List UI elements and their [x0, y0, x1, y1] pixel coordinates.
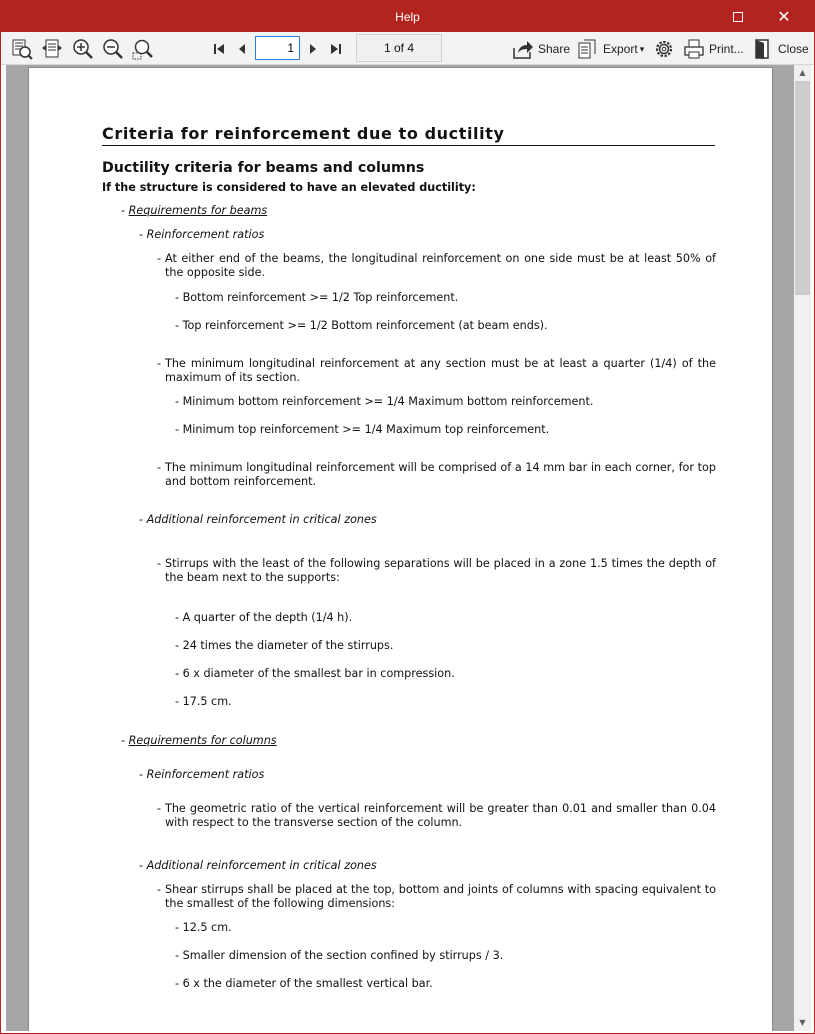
window-title: Help [395, 10, 420, 24]
prev-page-button[interactable] [230, 37, 254, 61]
scrollbar-thumb[interactable] [795, 81, 810, 295]
zoom-in-button[interactable] [71, 37, 95, 61]
last-page-button[interactable] [324, 37, 348, 61]
beams-p3-text: The minimum longitudinal reinforcement will be comprised of a 14 mm bar in each corner, for top and bottom reinforcement. [165, 461, 716, 488]
first-page-icon [208, 38, 230, 60]
beams-p2: - The minimum longitudinal reinforcement at any section must be at least a quarter (1/4) of the maximum of its section. [157, 357, 716, 384]
beams-p4d-text: 17.5 cm. [182, 695, 232, 708]
beams-ratios-item: - Reinforcement ratios [139, 228, 265, 241]
columns-heading: Requirements for columns [128, 734, 277, 747]
fit-width-button[interactable] [40, 37, 64, 61]
beams-p4a-text: A quarter of the depth (1/4 h). [182, 611, 353, 624]
beams-p4c-text: 6 x diameter of the smallest bar in compression. [182, 667, 455, 680]
zoom-area-button[interactable] [131, 37, 155, 61]
gear-icon [653, 38, 675, 60]
columns-p2c: - 6 x the diameter of the smallest vertical bar. [175, 977, 433, 990]
intro-text: If the structure is considered to have an elevated ductility: [102, 181, 476, 194]
columns-critical-heading: Additional reinforcement in critical zones [146, 859, 377, 872]
beams-p4a: - A quarter of the depth (1/4 h). [175, 611, 353, 624]
export-label: Export [603, 42, 638, 56]
columns-ratios-item: - Reinforcement ratios [139, 768, 265, 781]
beams-p2b-text: Minimum top reinforcement >= 1/4 Maximum top reinforcement. [182, 423, 550, 436]
window-close-button[interactable] [761, 1, 807, 32]
page-number-input[interactable]: 1 [255, 36, 300, 60]
fit-width-icon [41, 38, 63, 60]
columns-p2: - Shear stirrups shall be placed at the top, bottom and joints of columns with spacing equivalent to the smallest of the following dimensions: [157, 883, 716, 910]
share-label: Share [538, 42, 571, 56]
vertical-scrollbar[interactable] [794, 65, 811, 1031]
next-page-icon [302, 38, 324, 60]
beams-critical-heading: Additional reinforcement in critical zones [146, 513, 377, 526]
zoom-page-icon [11, 38, 33, 60]
beams-p3: - The minimum longitudinal reinforcement will be comprised of a 14 mm bar in each corner, for top and bottom reinforcement. [157, 461, 716, 488]
columns-ratios-heading: Reinforcement ratios [146, 768, 265, 781]
columns-p1: - The geometric ratio of the vertical reinforcement will be greater than 0.01 and smaller than 0.04 with respect to the transverse section of the column. [157, 802, 716, 829]
maximize-icon [733, 12, 743, 22]
columns-p2-text: Shear stirrups shall be placed at the top, bottom and joints of columns with spacing equivalent to the smallest of the following dimensions: [165, 883, 716, 910]
print-button[interactable] [683, 37, 744, 61]
maximize-button[interactable] [715, 1, 761, 32]
viewer-toolbar [1, 32, 814, 65]
columns-critical-item: - Additional reinforcement in critical zones [139, 859, 377, 872]
close-button[interactable] [752, 37, 809, 61]
export-icon [577, 38, 599, 60]
columns-p2c-text: 6 x the diameter of the smallest vertical bar. [182, 977, 433, 990]
printer-icon [683, 38, 705, 60]
doc-title: Criteria for reinforcement due to ductility [102, 124, 715, 146]
close-label: Close [778, 42, 809, 56]
print-label: Print... [709, 42, 744, 56]
beams-p2a: - Minimum bottom reinforcement >= 1/4 Maximum bottom reinforcement. [175, 395, 594, 408]
zoom-page-button[interactable] [10, 37, 34, 61]
title-bar [1, 1, 814, 32]
section-heading: Ductility criteria for beams and columns [102, 160, 425, 176]
beams-p1b-text: Top reinforcement >= 1/2 Bottom reinforcement (at beam ends). [182, 319, 548, 332]
share-icon [512, 38, 534, 60]
beams-critical-item: - Additional reinforcement in critical zones [139, 513, 377, 526]
beams-p4b: - 24 times the diameter of the stirrups. [175, 639, 394, 652]
prev-page-icon [231, 38, 253, 60]
share-button[interactable] [512, 37, 570, 61]
settings-button[interactable] [652, 37, 676, 61]
beams-p1: - At either end of the beams, the longitudinal reinforcement on one side must be at least 50% of the opposite side. [157, 252, 716, 279]
page-count-display: 1 of 4 [356, 34, 442, 62]
export-button[interactable] [577, 37, 644, 61]
columns-p2a-text: 12.5 cm. [182, 921, 232, 934]
beams-ratios-heading: Reinforcement ratios [146, 228, 265, 241]
exit-door-icon [752, 38, 774, 60]
beams-p1-text: At either end of the beams, the longitudinal reinforcement on one side must be at least 50% of the opposite side. [165, 252, 716, 279]
export-dropdown-caret-icon: ▾ [639, 43, 645, 54]
columns-p1-text: The geometric ratio of the vertical reinforcement will be greater than 0.01 and smaller than 0.04 with respect to the transverse section of the column. [165, 802, 716, 829]
columns-p2b: - Smaller dimension of the section confined by stirrups / 3. [175, 949, 504, 962]
columns-p2b-text: Smaller dimension of the section confined by stirrups / 3. [182, 949, 504, 962]
columns-heading-item: - Requirements for columns [121, 734, 277, 747]
beams-heading-item: - Requirements for beams [121, 204, 268, 217]
zoom-in-icon [72, 38, 94, 60]
zoom-out-button[interactable] [101, 37, 125, 61]
beams-heading: Requirements for beams [128, 204, 268, 217]
zoom-area-icon [132, 38, 154, 60]
beams-p1a: - Bottom reinforcement >= 1/2 Top reinforcement. [175, 291, 459, 304]
beams-p2-text: The minimum longitudinal reinforcement at any section must be at least a quarter (1/4) of the maximum of its section. [165, 357, 716, 384]
beams-p1a-text: Bottom reinforcement >= 1/2 Top reinforcement. [182, 291, 459, 304]
beams-p4c: - 6 x diameter of the smallest bar in compression. [175, 667, 455, 680]
beams-p4b-text: 24 times the diameter of the stirrups. [182, 639, 394, 652]
document-viewer[interactable] [6, 65, 794, 1031]
scroll-down-icon[interactable]: ▼ [799, 1018, 806, 1027]
columns-p2a: - 12.5 cm. [175, 921, 232, 934]
beams-p4-text: Stirrups with the least of the following separations will be placed in a zone 1.5 times the depth of the beam next to the supports: [165, 557, 716, 584]
beams-p2b: - Minimum top reinforcement >= 1/4 Maximum top reinforcement. [175, 423, 550, 436]
close-x-icon: ✕ [777, 6, 791, 26]
scroll-up-icon[interactable]: ▲ [799, 68, 806, 77]
next-page-button[interactable] [301, 37, 325, 61]
first-page-button[interactable] [207, 37, 231, 61]
beams-p4: - Stirrups with the least of the following separations will be placed in a zone 1.5 times the depth of the beam next to the supports: [157, 557, 716, 584]
document-page [28, 67, 773, 1031]
zoom-out-icon [102, 38, 124, 60]
beams-p1b: - Top reinforcement >= 1/2 Bottom reinforcement (at beam ends). [175, 319, 548, 332]
last-page-icon [325, 38, 347, 60]
beams-p4d: - 17.5 cm. [175, 695, 232, 708]
beams-p2a-text: Minimum bottom reinforcement >= 1/4 Maximum bottom reinforcement. [182, 395, 594, 408]
